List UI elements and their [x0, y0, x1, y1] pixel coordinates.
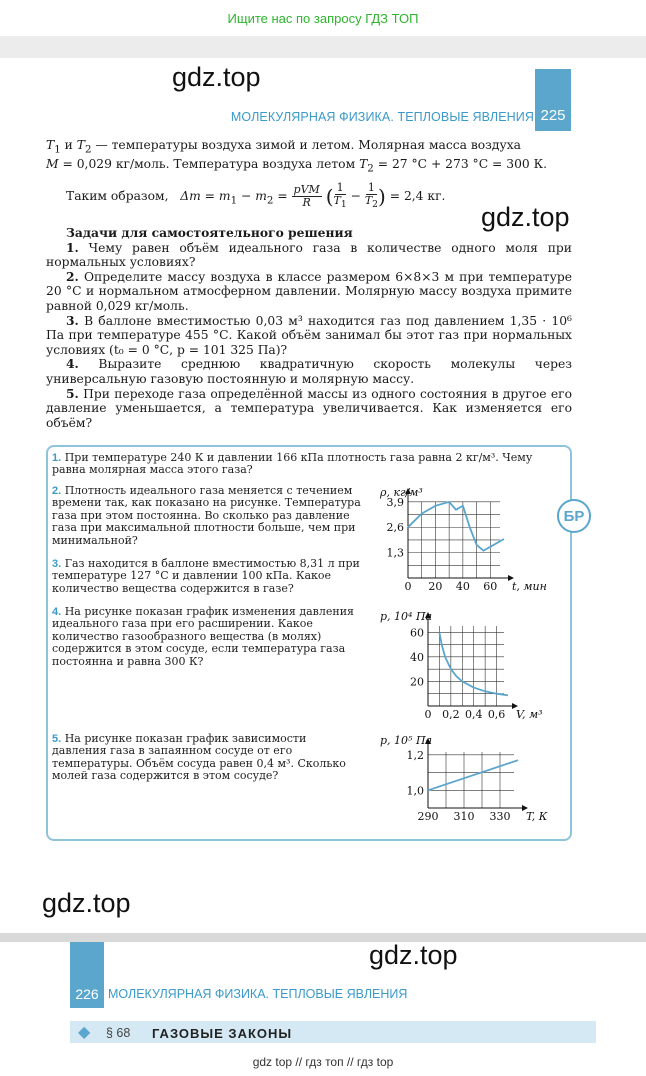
box-task-4: 4. На рисунке показан график изменения давления идеального газа при его расширении. Какое количество газообразного вещества (в молях) содержится в этом сосуде, если температура газа постоянна и равна 300 К?	[52, 605, 354, 668]
x-tick-label: 20	[428, 580, 443, 593]
page-separator	[0, 933, 646, 942]
y-tick-label: 1,0	[406, 784, 424, 798]
pressure-volume-chart	[376, 608, 552, 726]
x-tick-label: 0,2	[442, 708, 460, 721]
running-head: МОЛЕКУЛЯРНАЯ ФИЗИКА. ТЕПЛОВЫЕ ЯВЛЕНИЯ	[230, 110, 534, 124]
watermark: gdz.top	[481, 202, 570, 232]
textbook-logo-icon: БР	[557, 499, 591, 533]
selfstudy-block	[46, 226, 572, 430]
fraction-pvm-r: $\frac{\text{pVM}}{R}$	[293, 183, 320, 210]
density-time-chart	[376, 484, 552, 596]
y-axis-label: p, 10⁴ Па	[380, 610, 433, 623]
selfstudy-item: 1. Чему равен объём идеального газа в количестве одного моля при нормальных условиях?	[46, 239, 572, 270]
x-tick-label: 310	[453, 810, 475, 823]
x-tick-label: 0,4	[464, 708, 483, 721]
intro-line2: = 0,029 кг/моль. Температура воздуха летом	[62, 157, 356, 172]
y-tick-label: 20	[410, 675, 424, 689]
data-series-line	[408, 502, 504, 551]
section-bell-icon: ◆	[78, 1022, 91, 1041]
x-axis-label: t, мин	[512, 580, 547, 593]
x-tick-label: 0	[424, 708, 432, 721]
y-tick-label: 3,9	[386, 495, 404, 509]
fraction-1-t2: $\frac{1}{T_2}$	[364, 181, 378, 211]
intro-line1: — температуры воздуха зимой и летом. Молярная масса воздуха	[95, 138, 521, 152]
box-task-5: 5. На рисунке показан график зависимости давления газа в запаянном сосуде от его температуры. Объём сосуда равен 0,4 м³. Сколько молей газа содержится в этом сосуде?	[52, 732, 346, 783]
intro-paragraph: $T_1$ и $T_2$ — температуры воздуха зимой и летом. Молярная масса воздуха M = 0,029 кг/моль. Температура воздуха летом $T_2 = 27$ °С + 273 °С = 300 К.	[46, 138, 548, 175]
x-tick-label: 290	[417, 810, 439, 823]
banner-text[interactable]: Ищите нас по запросу ГДЗ ТОП	[227, 10, 419, 26]
y-tick-label: 1,3	[386, 546, 404, 560]
box-task-2: 2. Плотность идеального газа меняется с течением времени так, как показано на рисунке. Температура газа при этом постоянна. Во сколько раз давление газа при максимальной плотности больше, чем при минимальной?	[52, 484, 361, 547]
watermark: gdz.top	[42, 888, 131, 918]
formula-result: = 2,4 кг.	[389, 189, 446, 204]
fraction-1-t1: $\frac{1}{T_1}$	[333, 181, 347, 211]
x-tick-label: 0	[404, 580, 412, 593]
section-title: ГАЗОВЫЕ ЗАКОНЫ	[152, 1026, 293, 1041]
y-tick-label: 2,6	[386, 521, 404, 535]
box-task-1: 1. При температуре 240 К и давлении 166 кПа плотность газа равна 2 кг/м³. Чему равна молярная масса этого газа?	[52, 451, 533, 477]
selfstudy-item: 5. При переходе газа определённой массы из одного состояния в другое его давление уменьшается, а температура увеличивается. Как изменяется его объём?	[46, 385, 572, 430]
page-number: 226	[75, 986, 99, 1002]
y-tick-label: 60	[410, 626, 424, 640]
footer-links[interactable]	[0, 1048, 646, 1076]
section-number: § 68	[106, 1026, 131, 1040]
watermark: gdz.top	[369, 940, 458, 970]
y-axis-label: ρ, кг/м³	[380, 486, 423, 499]
box-task-3: 3. Газ находится в баллоне вместимостью 8,31 л при температуре 127 °С и давлении 100 кПа. Какое количество вещества содержится в газе?	[52, 557, 360, 595]
y-tick-label: 1,2	[406, 748, 424, 762]
pressure-temperature-chart	[376, 732, 552, 840]
x-tick-label: 60	[483, 580, 498, 593]
footer-text[interactable]: gdz top // гдз топ // гдз top	[252, 1055, 394, 1069]
intro-line2b: = 27 °С + 273 °С = 300 К.	[377, 157, 548, 172]
x-tick-label: 0,6	[487, 708, 506, 721]
section-header-bar	[70, 1021, 596, 1043]
selfstudy-title: Задачи для самостоятельного решения	[66, 225, 353, 240]
search-hint-banner[interactable]	[0, 0, 646, 36]
formula-lead: Таким образом,	[66, 189, 169, 204]
x-tick-label: 330	[489, 810, 511, 823]
textbook-page-226	[0, 942, 646, 1048]
data-series-line	[428, 760, 518, 790]
x-axis-label: V, м³	[516, 708, 543, 721]
watermark: gdz.top	[172, 62, 261, 92]
formula-line: Таким образом, $\Delta m = m_1 - m_2$ = $\frac{\text{pVM}}{R}$ ( $\frac{1}{T_1}$ − $\frac{1}{T_2}$ ) = 2,4 кг.	[66, 181, 446, 211]
x-axis-label: T, К	[526, 810, 548, 823]
selfstudy-item: 4. Выразите среднюю квадратичную скорость молекулы через универсальную газовую постоянную и молярную массу.	[46, 356, 572, 386]
running-head: МОЛЕКУЛЯРНАЯ ФИЗИКА. ТЕПЛОВЫЕ ЯВЛЕНИЯ	[108, 987, 408, 1001]
selfstudy-item: 2. Определите массу воздуха в классе размером 6×8×3 м при температуре 20 °С и нормальном атмосферном давлении. Молярную массу воздуха примите равной 0,029 кг/моль.	[46, 268, 572, 313]
textbook-page-225	[0, 58, 646, 933]
page-number: 225	[540, 107, 566, 124]
y-tick-label: 40	[410, 650, 424, 664]
x-tick-label: 40	[455, 580, 470, 593]
selfstudy-item: 3. В баллоне вместимостью 0,03 м³ находится газ под давлением 1,35 · 10⁶ Па при температуре 455 °С. Какой объём занимал бы этот газ при нормальных условиях (t₀ = 0 °С, p = 101 325 Па)?	[46, 312, 572, 357]
y-axis-label: p, 10⁵ Па	[380, 734, 433, 747]
